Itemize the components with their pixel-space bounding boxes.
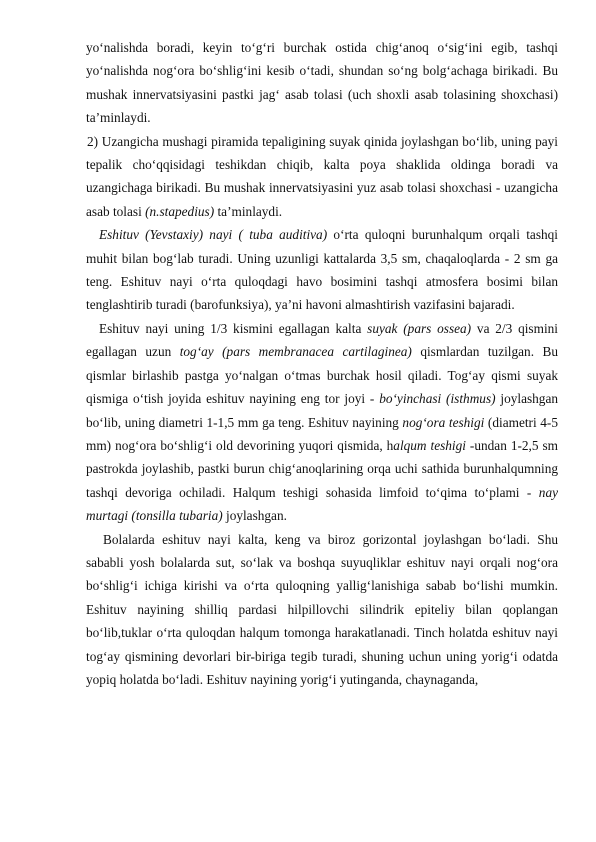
italic-term: bo‘yinchasi (isthmus) <box>379 391 496 407</box>
text-run: Eshituv nayi uning 1/3 kismini egallagan kalta <box>99 320 368 336</box>
italic-term: (n.stapedius) <box>145 203 215 219</box>
text-run: joylashgan. <box>222 508 287 524</box>
text-run: yo‘nalishda boradi, keyin to‘g‘ri burchak ostida chig‘anoq o‘sig‘ini egib, tashqi yo‘nalishda nog‘ora bo‘shlig‘ini kesib o‘tadi, shundan so‘ng bolg‘achaga birikadi. Bu mushak innervatsiyasini pastki jag‘ asab tolasi (uch shoxli asab tolasining shoxchasi) ta’minlaydi. <box>86 40 558 126</box>
text-run: ta’minlaydi. <box>214 203 283 219</box>
italic-term: Eshituv (Yevstaxiy) nayi ( tuba auditiva) <box>99 227 328 243</box>
italic-term: suyak (pars ossea) <box>367 320 472 336</box>
italic-term: alqum teshigi <box>393 437 466 453</box>
text-run: -undan 1-2,5 sm pastrokda joylashib, pastki burun chig‘anoqlarining orqa uchi sathida burunhalqumning tashqi devoriga ochiladi. Halqum teshigi sohasida limfoid to‘qima to‘plami - <box>86 437 558 500</box>
paragraph-eustachian-tube-children <box>86 528 558 692</box>
paragraph-eustachian-tube-parts <box>86 317 558 528</box>
document-page <box>86 36 558 691</box>
text-run: qismlardan tuzilgan. Bu qismlar birlashib pastga yo‘nalgan o‘tmas burchak hosil qiladi. Tog‘ay qismi suyak qismiga o‘tish joyida eshituv nayining eng tor joyi - <box>86 344 558 407</box>
text-run: (diametri 4-5 mm) nog‘ora bo‘shlig‘i old devorining yuqori qismida, h <box>86 414 558 453</box>
text-run: o‘rta quloqni burunhalqum orqali tashqi muhit bilan bog‘lab turadi. Uning uzunligi kattalarda 3,5 sm, chaqaloqlarda - 2 sm ga teng. Eshituv nayi o‘rta quloqdagi havo bosimini tashqi atmosfera bosimi bilan tenglashtirib turadi (barofunksiya), ya’ni havoni almashtirish vazifasini bajaradi. <box>86 227 558 313</box>
text-run: va 2/3 qismini egallagan uzun <box>86 320 558 360</box>
italic-term: tog‘ay (pars membranacea cartilaginea) <box>179 344 412 360</box>
text-run: Bolalarda eshituv nayi kalta, keng va biroz gorizontal joylashgan bo‘ladi. Shu sababli yosh bolalarda sut, so‘lak va boshqa suyuqliklar eshituv nayi orqali nog‘ora bo‘shlig‘i ichiga kirishi va o‘rta quloqning yallig‘lanishiga sabab bo‘lishi mumkin. Eshituv nayining shilliq pardasi hilpillovchi silindrik epiteliy bilan qoplangan bo‘lib,tuklar o‘rta quloqdan halqum tomonga harakatlanadi. Tinch holatda eshituv nayi tog‘ay qismining devorlari bir-biriga tegib turadi, shuning uchun uning yorig‘i odatda yopiq holatda bo‘ladi. Eshituv nayining yorig‘i yutinganda, chaynaganda, <box>86 531 558 687</box>
text-run: 2) Uzangicha mushagi piramida tepaligining suyak qinida joylashgan bo‘lib, uning payi tepalik cho‘qqisidagi teshikdan chiqib, kalta poya shaklida oldinga boradi va uzangichaga birikadi. Bu mushak innervatsiyasini yuz asab tolasi shoxchasi - uzangicha asab tolasi <box>86 133 558 219</box>
italic-term: nay murtagi (tonsilla tubaria) <box>86 484 558 524</box>
paragraph-stapedius-muscle <box>86 130 558 224</box>
italic-term: nog‘ora teshigi <box>402 414 485 430</box>
paragraph-eustachian-tube-intro <box>86 223 558 317</box>
text-run: joylashgan bo‘lib, uning diametri 1-1,5 mm ga teng. Eshituv nayining <box>86 391 559 430</box>
paragraph-tensor-tympani-end <box>86 36 558 130</box>
